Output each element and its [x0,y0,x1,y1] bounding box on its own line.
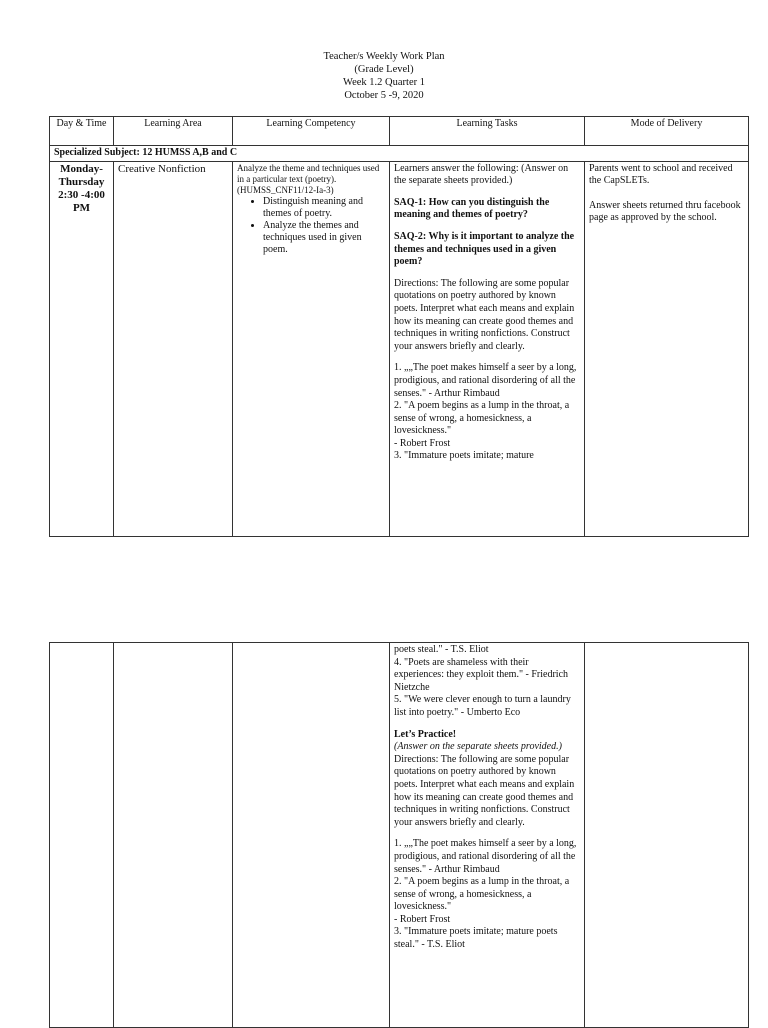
specialized-subject: Specialized Subject: 12 HUMSS A,B and C [50,146,749,162]
directions-2: Directions: The following are some popular quotations on poetry authored by known poets. Interpret what each means and explain how its meaning can create good themes and techniques in writing nonfictions. Construct your answers briefly and clearly. [394,753,575,828]
work-plan-table-page2 [49,642,749,1028]
col-day-time: Day & Time [50,117,114,146]
quotes-page2: poets steal." - T.S. Eliot 4. "Poets are shameless with their experiences: they exploit them." - Friedrich Nietzche 5. "We were clever enough to turn a laundry list into poetry." - Umberto Eco [394,644,571,718]
list-item: • Distinguish meaning and themes of poetry. [263,196,385,220]
work-plan-table-page1 [49,116,749,537]
grade-level: (Grade Level) [354,64,414,75]
plan-title: Teacher/s Weekly Work Plan [323,51,445,62]
practice-note: (Answer on the separate sheets provided.) [394,741,562,753]
competency-list [237,196,385,256]
mode-item: Answer sheets returned thru facebook page as approved by the school. [589,199,741,224]
subject-row [50,146,749,162]
saq-1: SAQ-1: How can you distinguish the meaning and themes of poetry? [394,196,550,221]
learning-area-cell: Creative Nonfiction [114,161,233,536]
col-learning-tasks: Learning Tasks [390,117,585,146]
learning-area-cell-continued [114,643,233,1028]
learning-competency-cell [233,161,390,536]
quotes-page3: 1. „„The poet makes himself a seer by a long, prodigious, and rational disordering of all the senses." - Arthur Rimbaud 2. "A poem begins as a lump in the throat, a sense of wrong, a homesickness, a lovesickness." - Robert Frost 3. "Immature poets imitate; mature poets steal." - T.S. Eliot [394,838,577,951]
quotes-page1: 1. „„The poet makes himself a seer by a long, prodigious, and rational disordering of all the senses." - Arthur Rimbaud 2. "A poem begins as a lump in the throat, a sense of wrong, a homesickness, a lovesickness." - Robert Frost 3. "Immature poets imitate; mature [394,362,577,462]
tasks-intro: Learners answer the following: (Answer on the separate sheets provided.) [394,162,569,187]
saq-2: SAQ-2: Why is it important to analyze the themes and techniques used in a given poem? [394,230,575,268]
col-learning-area: Learning Area [114,117,233,146]
day-time-cell-continued [50,643,114,1028]
mode-delivery-cell [585,161,749,536]
day-time-cell: Monday-Thursday 2:30 -4:00 PM [50,161,114,536]
learning-competency-cell-continued [233,643,390,1028]
learning-tasks-cell-continued [390,643,585,1028]
week-quarter: Week 1.2 Quarter 1 [343,77,425,88]
list-item: • Analyze the themes and techniques used in given poem. [263,220,385,256]
col-learning-competency: Learning Competency [233,117,390,146]
mode-delivery-cell-continued [585,643,749,1028]
table-row [50,643,749,1028]
column-header-row [50,117,749,146]
competency-text: Analyze the theme and techniques used in a particular text (poetry). (HUMSS_CNF11/12-Ia-3) [237,162,380,195]
col-mode-delivery: Mode of Delivery [585,117,749,146]
table-row [50,161,749,536]
mode-item: Parents went to school and received the CapSLETs. [589,162,733,187]
document-header [0,50,768,102]
directions: Directions: The following are some popular quotations on poetry authored by known poets. Interpret what each means and explain how its meaning can create good themes and techniques in writing nonfictions. Construct your answers briefly and clearly. [394,277,575,352]
learning-tasks-cell [390,161,585,536]
date-range: October 5 -9, 2020 [344,90,424,101]
practice-title: Let’s Practice! [394,728,457,740]
